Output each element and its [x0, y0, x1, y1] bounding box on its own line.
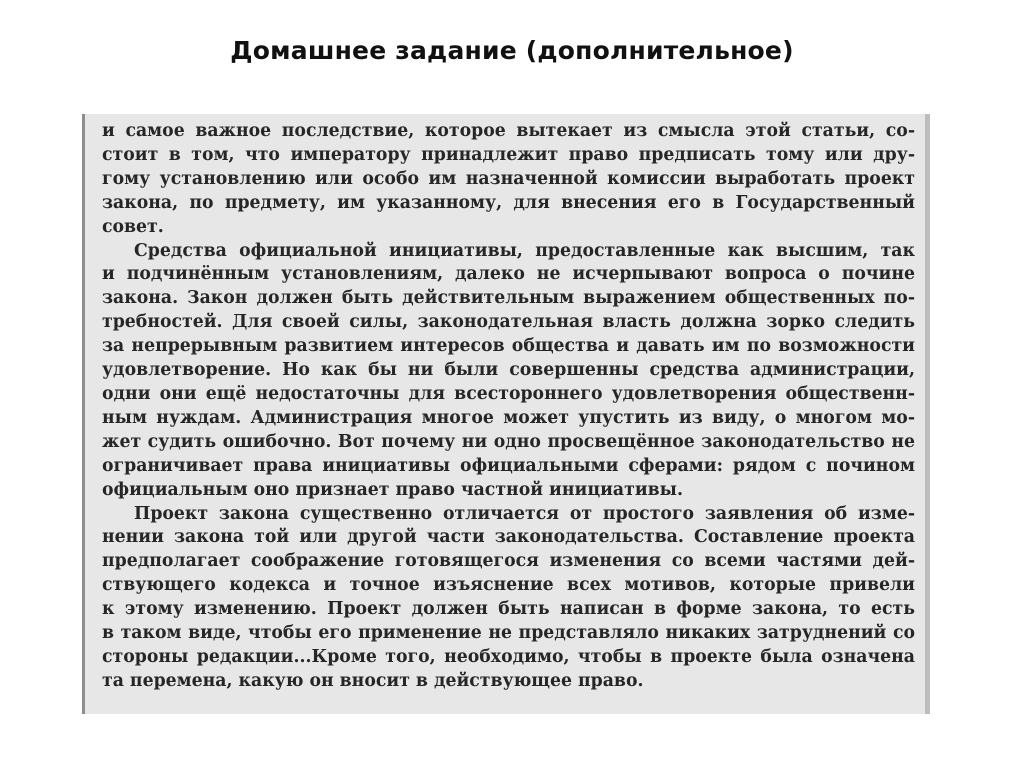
paragraph-2 — [102, 240, 915, 503]
paragraph-3 — [102, 503, 915, 694]
text-line: ствующего кодекса и точное изъяснение всех мотивов, которые привели — [102, 575, 915, 596]
text-line: жет судить ошибочно. Вот почему ни одно просвещённое законодательство не — [102, 431, 915, 452]
text-line: Проект закона существенно отличается от простого заявления об изме- — [134, 503, 915, 524]
text-line: стоит в том, что императору принадлежит право предписать тому или дру- — [102, 144, 915, 165]
paragraph-1 — [102, 120, 915, 240]
text-line: требностей. Для своей силы, законодательная власть должна зорко следить — [102, 312, 915, 333]
text-line: к этому изменению. Проект должен быть написан в форме закона, то есть — [102, 599, 915, 620]
text-line: и самое важное последствие, которое вытекает из смысла этой статьи, со- — [102, 121, 915, 141]
text-line: закона. Закон должен быть действительным выражением общественных по- — [102, 288, 915, 309]
slide-title: Домашнее задание (дополнительное) — [230, 36, 794, 65]
text-line: за непрерывным развитием интересов общества и давать им по возможности — [102, 336, 915, 357]
text-line: одни они ещё недостаточны для всестороннего удовлетворения общественн- — [102, 383, 915, 404]
text-line: официальным оно признает право частной инициативы. — [102, 479, 683, 500]
text-line: ограничивает права инициативы официальными сферами: рядом с почином — [102, 455, 915, 476]
text-line: предполагает соображение готовящегося изменения со всеми частями дей- — [102, 551, 915, 572]
text-line: закона, по предмету, им указанному, для внесения его в Государственный — [102, 192, 915, 213]
text-line: и подчинённым установлениям, далеко не исчерпывают вопроса о почине — [102, 264, 915, 285]
text-line: гому установлению или особо им назначенной комиссии выработать проект — [102, 168, 915, 189]
text-line: стороны редакции...Кроме того, необходимо, чтобы в проекте была означена — [102, 646, 915, 667]
text-line: удовлетворение. Но как бы ни были совершенны средства администрации, — [102, 360, 915, 381]
text-line: нении закона той или другой части законодательства. Составление проекта — [102, 527, 915, 548]
text-line: совет. — [102, 216, 164, 237]
text-line: та перемена, какую он вносит в действующее право. — [102, 670, 644, 691]
scanned-text-image — [82, 114, 930, 714]
text-line: Средства официальной инициативы, предоставленные как высшим, так — [134, 240, 915, 261]
text-line: в таком виде, чтобы его применение не представляло никаких затруднений со — [102, 623, 915, 644]
text-line: ным нуждам. Администрация многое может упустить из виду, о многом мо- — [102, 407, 915, 428]
